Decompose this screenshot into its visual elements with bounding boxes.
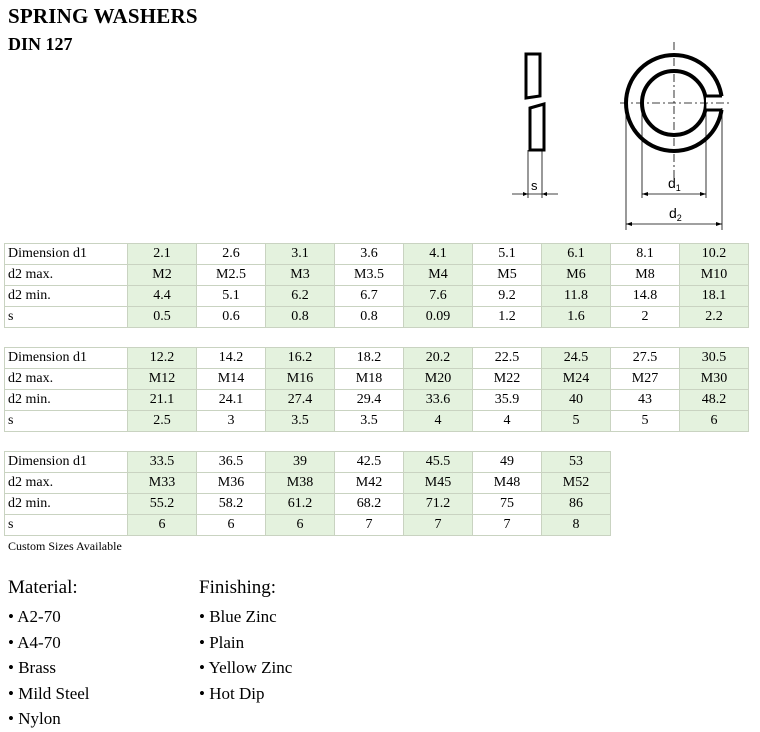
table-cell: M38 <box>266 473 335 494</box>
empty-cell <box>611 494 680 515</box>
finishing-item: • Hot Dip <box>199 683 265 703</box>
table-cell: 3.5 <box>266 411 335 432</box>
table-cell: 7.6 <box>404 286 473 307</box>
table-cell: 3.1 <box>266 244 335 265</box>
table-cell: 0.8 <box>335 307 404 328</box>
table-cell: M16 <box>266 369 335 390</box>
table-cell: 6 <box>266 515 335 536</box>
empty-cell <box>680 494 748 515</box>
table-cell: 4.1 <box>404 244 473 265</box>
d2-max-row <box>5 265 749 286</box>
table-cell: 2.5 <box>128 411 197 432</box>
table-cell: M8 <box>611 265 680 286</box>
table-cell: M33 <box>128 473 197 494</box>
table-cell: 6.7 <box>335 286 404 307</box>
table-cell: M6 <box>542 265 611 286</box>
table-cell: 58.2 <box>197 494 266 515</box>
table-cell: 36.5 <box>197 452 266 473</box>
table-cell: 7 <box>473 515 542 536</box>
table-cell: M2.5 <box>197 265 266 286</box>
table-cell: 5.1 <box>473 244 542 265</box>
table-cell: 40 <box>542 390 611 411</box>
table-cell: 68.2 <box>335 494 404 515</box>
table-cell: 5 <box>542 411 611 432</box>
table-cell: 21.1 <box>128 390 197 411</box>
table-cell: 33.5 <box>128 452 197 473</box>
finishing-item: • Blue Zinc <box>199 607 277 626</box>
table-cell: 49 <box>473 452 542 473</box>
material-heading: Material: <box>8 577 78 598</box>
row-label: s <box>5 411 128 432</box>
d2-min-row <box>5 494 748 515</box>
empty-cell <box>611 473 680 494</box>
washer-side-view <box>526 54 544 150</box>
d2-max-row <box>5 473 748 494</box>
table-cell: M3 <box>266 265 335 286</box>
table-cell: 7 <box>335 515 404 536</box>
table-cell: M24 <box>542 369 611 390</box>
table-cell: 4 <box>404 411 473 432</box>
page-subtitle: DIN 127 <box>8 34 73 54</box>
table-cell: 2.6 <box>197 244 266 265</box>
table-cell: M30 <box>680 369 749 390</box>
table-cell: 14.2 <box>197 348 266 369</box>
table-cell: 30.5 <box>680 348 749 369</box>
table-cell: M3.5 <box>335 265 404 286</box>
s-row <box>5 307 749 328</box>
washer-top-view <box>620 42 730 178</box>
label-d2: $d_2$ <box>669 205 682 223</box>
table-cell: M20 <box>404 369 473 390</box>
label-d1: $d_1$ <box>668 175 681 193</box>
d2-max-row <box>5 369 749 390</box>
table-cell: M12 <box>128 369 197 390</box>
page-title: SPRING WASHERS <box>8 4 198 28</box>
table-cell: M4 <box>404 265 473 286</box>
table-cell: 18.2 <box>335 348 404 369</box>
table-cell: 12.2 <box>128 348 197 369</box>
table-cell: 9.2 <box>473 286 542 307</box>
empty-cell <box>611 452 680 473</box>
s-row <box>5 515 748 536</box>
table-cell: 71.2 <box>404 494 473 515</box>
table-cell: 0.8 <box>266 307 335 328</box>
row-label: Dimension d1 <box>5 452 128 473</box>
table-cell: 35.9 <box>473 390 542 411</box>
row-label: d2 max. <box>5 369 128 390</box>
table-cell: 75 <box>473 494 542 515</box>
table-cell: 6 <box>197 515 266 536</box>
table-cell: 6.1 <box>542 244 611 265</box>
table-cell: 43 <box>611 390 680 411</box>
table-cell: 27.4 <box>266 390 335 411</box>
table-cell: 1.6 <box>542 307 611 328</box>
table-cell: 20.2 <box>404 348 473 369</box>
table-cell: 2.2 <box>680 307 749 328</box>
material-item: • Brass <box>8 658 56 677</box>
table-cell: 3.5 <box>335 411 404 432</box>
table-cell: 14.8 <box>611 286 680 307</box>
table-cell: M5 <box>473 265 542 286</box>
table-cell: 8 <box>542 515 611 536</box>
d2-min-row <box>5 390 749 411</box>
table-cell: 3 <box>197 411 266 432</box>
row-label: d2 min. <box>5 390 128 411</box>
table-cell: 2 <box>611 307 680 328</box>
table-cell: 42.5 <box>335 452 404 473</box>
table-cell: 2.1 <box>128 244 197 265</box>
table-cell: M18 <box>335 369 404 390</box>
table-cell: M27 <box>611 369 680 390</box>
table-cell: 11.8 <box>542 286 611 307</box>
table-cell: 0.5 <box>128 307 197 328</box>
table-cell: 22.5 <box>473 348 542 369</box>
table-cell: M48 <box>473 473 542 494</box>
spec-table-3 <box>4 451 748 536</box>
empty-cell <box>680 515 748 536</box>
row-label: d2 max. <box>5 265 128 286</box>
table-cell: M45 <box>404 473 473 494</box>
finishing-heading: Finishing: <box>199 577 277 598</box>
table-cell: M2 <box>128 265 197 286</box>
table-cell: 3.6 <box>335 244 404 265</box>
d2-min-row <box>5 286 749 307</box>
table-cell: 8.1 <box>611 244 680 265</box>
table-cell: M36 <box>197 473 266 494</box>
table-cell: 10.2 <box>680 244 749 265</box>
row-label: d2 max. <box>5 473 128 494</box>
row-label: d2 min. <box>5 286 128 307</box>
s-row <box>5 411 749 432</box>
dimension-d1-row <box>5 452 748 473</box>
table-cell: 27.5 <box>611 348 680 369</box>
table-cell: M10 <box>680 265 749 286</box>
table-cell: 4.4 <box>128 286 197 307</box>
dimension-d1-row <box>5 244 749 265</box>
custom-sizes-note: Custom Sizes Available <box>8 539 122 553</box>
empty-cell <box>680 473 748 494</box>
material-item: • A2-70 <box>8 607 61 626</box>
dimension-d1-row <box>5 348 749 369</box>
table-cell: 86 <box>542 494 611 515</box>
table-cell: M22 <box>473 369 542 390</box>
table-cell: 1.2 <box>473 307 542 328</box>
table-cell: 55.2 <box>128 494 197 515</box>
table-cell: 4 <box>473 411 542 432</box>
spec-table-1 <box>4 243 749 328</box>
table-cell: M52 <box>542 473 611 494</box>
spec-table-2 <box>4 347 749 432</box>
washer-drawing <box>500 38 740 234</box>
table-cell: 61.2 <box>266 494 335 515</box>
table-cell: M42 <box>335 473 404 494</box>
row-label: d2 min. <box>5 494 128 515</box>
table-cell: 0.6 <box>197 307 266 328</box>
empty-cell <box>680 452 748 473</box>
table-cell: 24.5 <box>542 348 611 369</box>
table-cell: 18.1 <box>680 286 749 307</box>
table-cell: 7 <box>404 515 473 536</box>
table-cell: 5 <box>611 411 680 432</box>
finishing-item: • Yellow Zinc <box>199 658 293 677</box>
table-cell: 53 <box>542 452 611 473</box>
table-cell: M14 <box>197 369 266 390</box>
empty-cell <box>611 515 680 536</box>
material-item: • A4-70 <box>8 632 61 652</box>
table-cell: 29.4 <box>335 390 404 411</box>
table-cell: 6 <box>680 411 749 432</box>
label-s: s <box>531 178 538 193</box>
table-cell: 6.2 <box>266 286 335 307</box>
table-cell: 16.2 <box>266 348 335 369</box>
table-cell: 5.1 <box>197 286 266 307</box>
row-label: s <box>5 515 128 536</box>
finishing-item: • Plain <box>199 632 245 652</box>
table-cell: 48.2 <box>680 390 749 411</box>
material-item: • Mild Steel <box>8 683 90 703</box>
row-label: s <box>5 307 128 328</box>
table-cell: 24.1 <box>197 390 266 411</box>
table-cell: 45.5 <box>404 452 473 473</box>
material-item: • Nylon <box>8 709 61 728</box>
row-label: Dimension d1 <box>5 348 128 369</box>
row-label: Dimension d1 <box>5 244 128 265</box>
table-cell: 33.6 <box>404 390 473 411</box>
table-cell: 6 <box>128 515 197 536</box>
table-cell: 39 <box>266 452 335 473</box>
table-cell: 0.09 <box>404 307 473 328</box>
